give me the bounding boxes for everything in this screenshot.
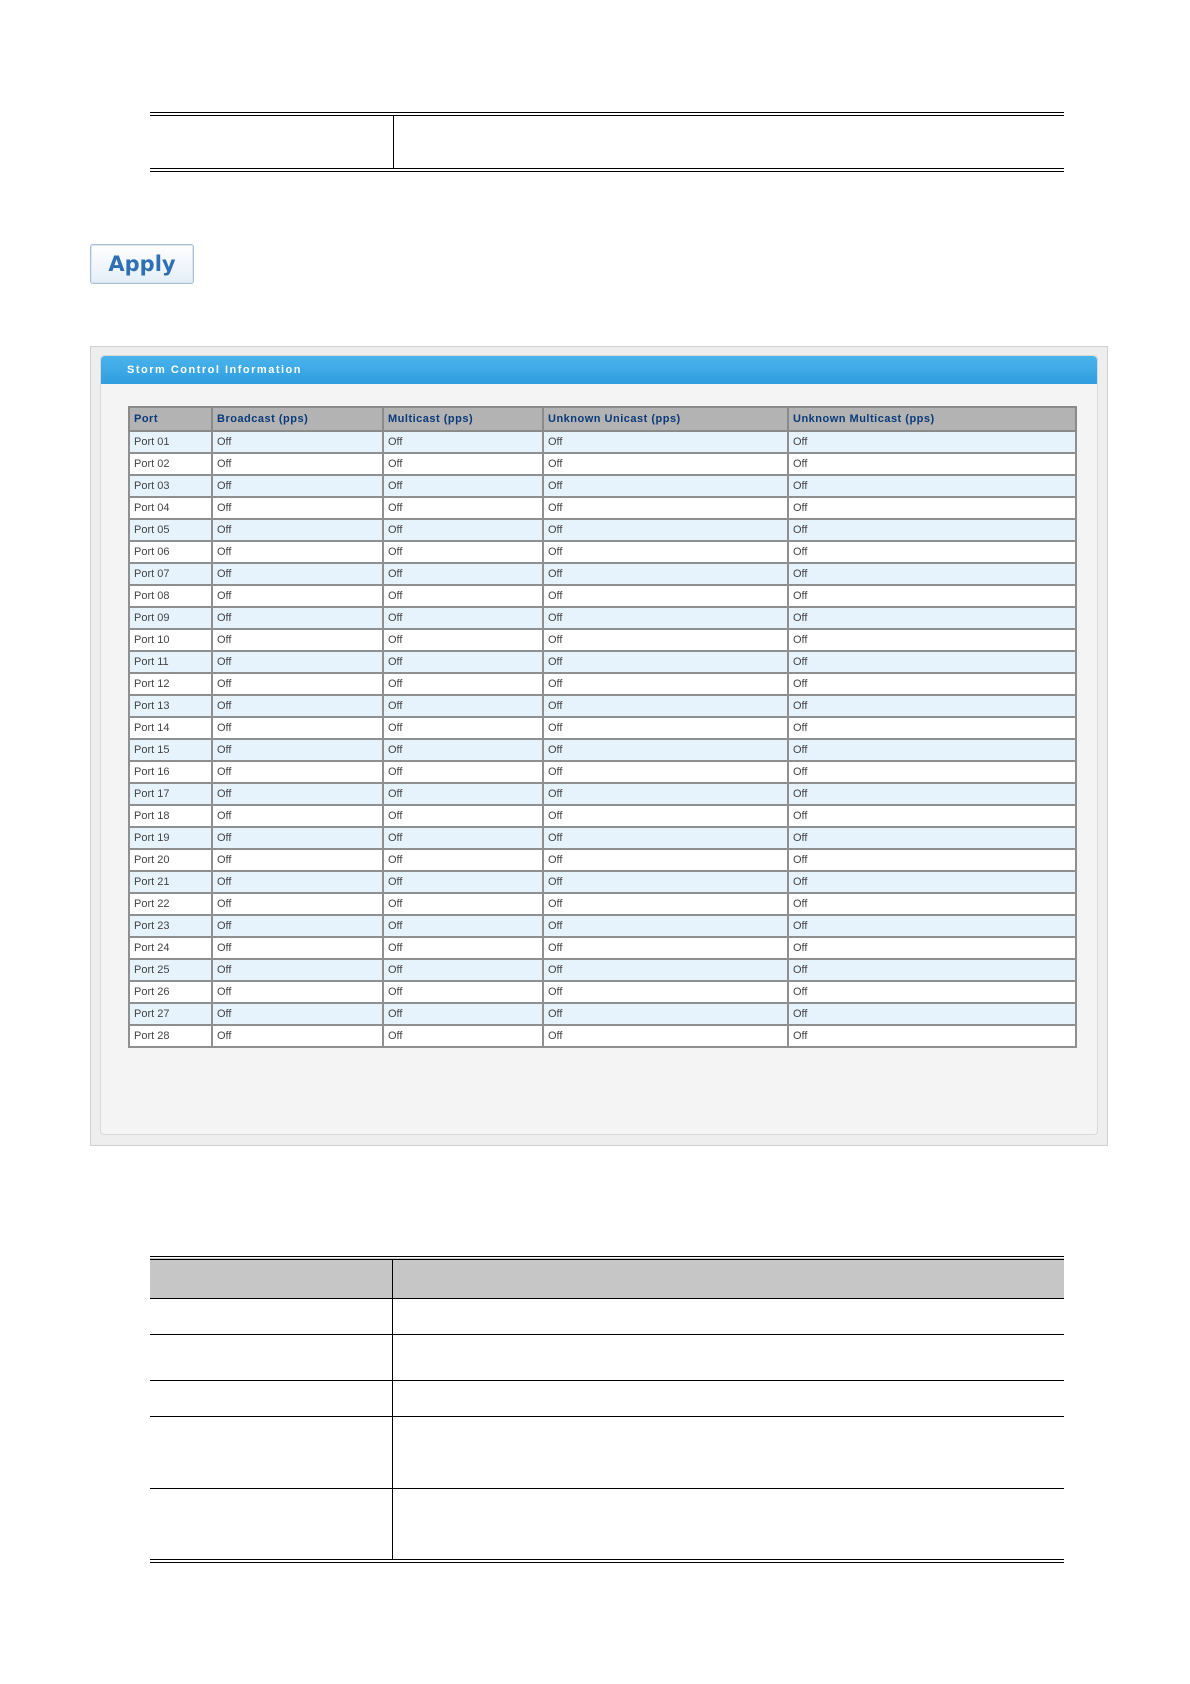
table-row xyxy=(129,959,1076,981)
table-row xyxy=(129,673,1076,695)
broadcast-cell: Off xyxy=(212,805,383,827)
column-header-multicast: Multicast (pps) xyxy=(383,407,543,431)
table-row xyxy=(129,497,1076,519)
multicast-cell: Off xyxy=(383,849,543,871)
multicast-cell: Off xyxy=(383,541,543,563)
table-row xyxy=(129,541,1076,563)
desc-cell xyxy=(393,1417,1065,1489)
desc-header-row xyxy=(150,1258,1064,1299)
multicast-cell: Off xyxy=(383,519,543,541)
broadcast-cell: Off xyxy=(212,541,383,563)
broadcast-cell: Off xyxy=(212,673,383,695)
table-row xyxy=(129,805,1076,827)
unknown-multicast-cell: Off xyxy=(788,585,1076,607)
unknown-multicast-cell: Off xyxy=(788,981,1076,1003)
port-cell: Port 13 xyxy=(129,695,212,717)
table-row xyxy=(129,783,1076,805)
unknown-multicast-cell: Off xyxy=(788,783,1076,805)
port-cell: Port 05 xyxy=(129,519,212,541)
unknown-unicast-cell: Off xyxy=(543,783,788,805)
table-row xyxy=(129,893,1076,915)
multicast-cell: Off xyxy=(383,497,543,519)
unknown-multicast-cell: Off xyxy=(788,629,1076,651)
broadcast-cell: Off xyxy=(212,563,383,585)
broadcast-cell: Off xyxy=(212,629,383,651)
table-row xyxy=(129,871,1076,893)
unknown-multicast-cell: Off xyxy=(788,651,1076,673)
multicast-cell: Off xyxy=(383,959,543,981)
desc-cell xyxy=(393,1381,1065,1417)
port-cell: Port 01 xyxy=(129,431,212,453)
port-cell: Port 06 xyxy=(129,541,212,563)
unknown-multicast-cell: Off xyxy=(788,893,1076,915)
unknown-multicast-cell: Off xyxy=(788,805,1076,827)
unknown-unicast-cell: Off xyxy=(543,761,788,783)
broadcast-cell: Off xyxy=(212,959,383,981)
multicast-cell: Off xyxy=(383,717,543,739)
storm-control-table xyxy=(128,406,1077,1048)
unknown-multicast-cell: Off xyxy=(788,607,1076,629)
unknown-unicast-cell: Off xyxy=(543,739,788,761)
multicast-cell: Off xyxy=(383,1025,543,1047)
unknown-unicast-cell: Off xyxy=(543,1025,788,1047)
port-cell: Port 08 xyxy=(129,585,212,607)
broadcast-cell: Off xyxy=(212,1025,383,1047)
unknown-multicast-cell: Off xyxy=(788,849,1076,871)
desc-row xyxy=(150,1489,1064,1561)
unknown-unicast-cell: Off xyxy=(543,651,788,673)
port-cell: Port 10 xyxy=(129,629,212,651)
table-row xyxy=(129,563,1076,585)
port-cell: Port 09 xyxy=(129,607,212,629)
desc-cell xyxy=(393,1335,1065,1381)
port-cell: Port 25 xyxy=(129,959,212,981)
broadcast-cell: Off xyxy=(212,585,383,607)
table-row xyxy=(129,695,1076,717)
table-row xyxy=(129,629,1076,651)
broadcast-cell: Off xyxy=(212,981,383,1003)
multicast-cell: Off xyxy=(383,475,543,497)
multicast-cell: Off xyxy=(383,871,543,893)
storm-control-table-body xyxy=(129,431,1076,1047)
multicast-cell: Off xyxy=(383,783,543,805)
top-description-table-fragment xyxy=(150,112,1064,172)
unknown-unicast-cell: Off xyxy=(543,937,788,959)
multicast-cell: Off xyxy=(383,673,543,695)
port-cell: Port 27 xyxy=(129,1003,212,1025)
unknown-multicast-cell: Off xyxy=(788,871,1076,893)
unknown-multicast-cell: Off xyxy=(788,937,1076,959)
port-cell: Port 07 xyxy=(129,563,212,585)
multicast-cell: Off xyxy=(383,761,543,783)
table-row xyxy=(129,1025,1076,1047)
table-row xyxy=(129,519,1076,541)
multicast-cell: Off xyxy=(383,893,543,915)
unknown-unicast-cell: Off xyxy=(543,717,788,739)
desc-cell xyxy=(393,1299,1065,1335)
desc-row xyxy=(150,1381,1064,1417)
broadcast-cell: Off xyxy=(212,431,383,453)
unknown-unicast-cell: Off xyxy=(543,915,788,937)
unknown-unicast-cell: Off xyxy=(543,959,788,981)
broadcast-cell: Off xyxy=(212,1003,383,1025)
table-row xyxy=(129,915,1076,937)
unknown-unicast-cell: Off xyxy=(543,431,788,453)
broadcast-cell: Off xyxy=(212,453,383,475)
unknown-multicast-cell: Off xyxy=(788,519,1076,541)
table-row xyxy=(129,453,1076,475)
port-cell: Port 20 xyxy=(129,849,212,871)
desc-cell xyxy=(150,1381,393,1417)
broadcast-cell: Off xyxy=(212,915,383,937)
port-cell: Port 26 xyxy=(129,981,212,1003)
desc-cell xyxy=(150,1335,393,1381)
table-row xyxy=(129,431,1076,453)
multicast-cell: Off xyxy=(383,585,543,607)
table-row xyxy=(129,937,1076,959)
table-row xyxy=(129,739,1076,761)
port-cell: Port 03 xyxy=(129,475,212,497)
multicast-cell: Off xyxy=(383,453,543,475)
unknown-multicast-cell: Off xyxy=(788,1025,1076,1047)
bottom-description-table xyxy=(150,1256,1064,1563)
port-cell: Port 23 xyxy=(129,915,212,937)
port-cell: Port 12 xyxy=(129,673,212,695)
port-cell: Port 02 xyxy=(129,453,212,475)
apply-button[interactable]: Apply xyxy=(90,244,194,284)
broadcast-cell: Off xyxy=(212,849,383,871)
desc-row xyxy=(150,1299,1064,1335)
broadcast-cell: Off xyxy=(212,937,383,959)
unknown-multicast-cell: Off xyxy=(788,475,1076,497)
unknown-multicast-cell: Off xyxy=(788,1003,1076,1025)
port-cell: Port 16 xyxy=(129,761,212,783)
broadcast-cell: Off xyxy=(212,871,383,893)
broadcast-cell: Off xyxy=(212,651,383,673)
column-header-broadcast: Broadcast (pps) xyxy=(212,407,383,431)
unknown-multicast-cell: Off xyxy=(788,827,1076,849)
unknown-multicast-cell: Off xyxy=(788,717,1076,739)
table-row xyxy=(129,607,1076,629)
broadcast-cell: Off xyxy=(212,497,383,519)
unknown-unicast-cell: Off xyxy=(543,871,788,893)
unknown-multicast-cell: Off xyxy=(788,673,1076,695)
unknown-multicast-cell: Off xyxy=(788,915,1076,937)
broadcast-cell: Off xyxy=(212,739,383,761)
broadcast-cell: Off xyxy=(212,761,383,783)
port-cell: Port 04 xyxy=(129,497,212,519)
unknown-unicast-cell: Off xyxy=(543,497,788,519)
multicast-cell: Off xyxy=(383,937,543,959)
multicast-cell: Off xyxy=(383,739,543,761)
broadcast-cell: Off xyxy=(212,475,383,497)
unknown-multicast-cell: Off xyxy=(788,959,1076,981)
broadcast-cell: Off xyxy=(212,827,383,849)
multicast-cell: Off xyxy=(383,431,543,453)
broadcast-cell: Off xyxy=(212,519,383,541)
port-cell: Port 21 xyxy=(129,871,212,893)
table-row xyxy=(129,849,1076,871)
unknown-multicast-cell: Off xyxy=(788,563,1076,585)
broadcast-cell: Off xyxy=(212,607,383,629)
port-cell: Port 22 xyxy=(129,893,212,915)
unknown-unicast-cell: Off xyxy=(543,563,788,585)
table-header-row xyxy=(129,407,1076,431)
multicast-cell: Off xyxy=(383,563,543,585)
unknown-unicast-cell: Off xyxy=(543,849,788,871)
desc-cell xyxy=(393,1489,1065,1561)
storm-control-panel-title: Storm Control Information xyxy=(101,356,1097,384)
multicast-cell: Off xyxy=(383,695,543,717)
unknown-unicast-cell: Off xyxy=(543,629,788,651)
unknown-unicast-cell: Off xyxy=(543,827,788,849)
unknown-unicast-cell: Off xyxy=(543,607,788,629)
desc-header-cell-description xyxy=(393,1258,1065,1299)
desc-cell xyxy=(150,1489,393,1561)
port-cell: Port 17 xyxy=(129,783,212,805)
desc-row xyxy=(150,1417,1064,1489)
port-cell: Port 19 xyxy=(129,827,212,849)
port-cell: Port 15 xyxy=(129,739,212,761)
unknown-unicast-cell: Off xyxy=(543,541,788,563)
column-header-unknown-multicast: Unknown Multicast (pps) xyxy=(788,407,1076,431)
table-row xyxy=(129,585,1076,607)
column-header-port: Port xyxy=(129,407,212,431)
table-row xyxy=(129,475,1076,497)
top-table-divider xyxy=(393,116,394,168)
table-row xyxy=(129,717,1076,739)
broadcast-cell: Off xyxy=(212,695,383,717)
unknown-multicast-cell: Off xyxy=(788,541,1076,563)
unknown-unicast-cell: Off xyxy=(543,981,788,1003)
multicast-cell: Off xyxy=(383,981,543,1003)
multicast-cell: Off xyxy=(383,827,543,849)
multicast-cell: Off xyxy=(383,805,543,827)
table-row xyxy=(129,827,1076,849)
unknown-unicast-cell: Off xyxy=(543,673,788,695)
unknown-multicast-cell: Off xyxy=(788,431,1076,453)
port-cell: Port 18 xyxy=(129,805,212,827)
table-row xyxy=(129,761,1076,783)
unknown-unicast-cell: Off xyxy=(543,453,788,475)
broadcast-cell: Off xyxy=(212,783,383,805)
multicast-cell: Off xyxy=(383,629,543,651)
unknown-multicast-cell: Off xyxy=(788,497,1076,519)
broadcast-cell: Off xyxy=(212,717,383,739)
port-cell: Port 14 xyxy=(129,717,212,739)
multicast-cell: Off xyxy=(383,915,543,937)
multicast-cell: Off xyxy=(383,607,543,629)
unknown-unicast-cell: Off xyxy=(543,519,788,541)
storm-control-screenshot-frame xyxy=(90,346,1108,1146)
unknown-multicast-cell: Off xyxy=(788,739,1076,761)
broadcast-cell: Off xyxy=(212,893,383,915)
table-row xyxy=(129,981,1076,1003)
desc-header-cell-object xyxy=(150,1258,393,1299)
unknown-unicast-cell: Off xyxy=(543,805,788,827)
unknown-unicast-cell: Off xyxy=(543,893,788,915)
multicast-cell: Off xyxy=(383,1003,543,1025)
unknown-multicast-cell: Off xyxy=(788,695,1076,717)
table-row xyxy=(129,651,1076,673)
desc-cell xyxy=(150,1417,393,1489)
unknown-unicast-cell: Off xyxy=(543,695,788,717)
unknown-unicast-cell: Off xyxy=(543,585,788,607)
storm-control-panel xyxy=(100,355,1098,1135)
port-cell: Port 11 xyxy=(129,651,212,673)
multicast-cell: Off xyxy=(383,651,543,673)
port-cell: Port 24 xyxy=(129,937,212,959)
unknown-multicast-cell: Off xyxy=(788,761,1076,783)
unknown-unicast-cell: Off xyxy=(543,1003,788,1025)
column-header-unknown-unicast: Unknown Unicast (pps) xyxy=(543,407,788,431)
unknown-multicast-cell: Off xyxy=(788,453,1076,475)
unknown-unicast-cell: Off xyxy=(543,475,788,497)
port-cell: Port 28 xyxy=(129,1025,212,1047)
desc-cell xyxy=(150,1299,393,1335)
table-row xyxy=(129,1003,1076,1025)
desc-row xyxy=(150,1335,1064,1381)
